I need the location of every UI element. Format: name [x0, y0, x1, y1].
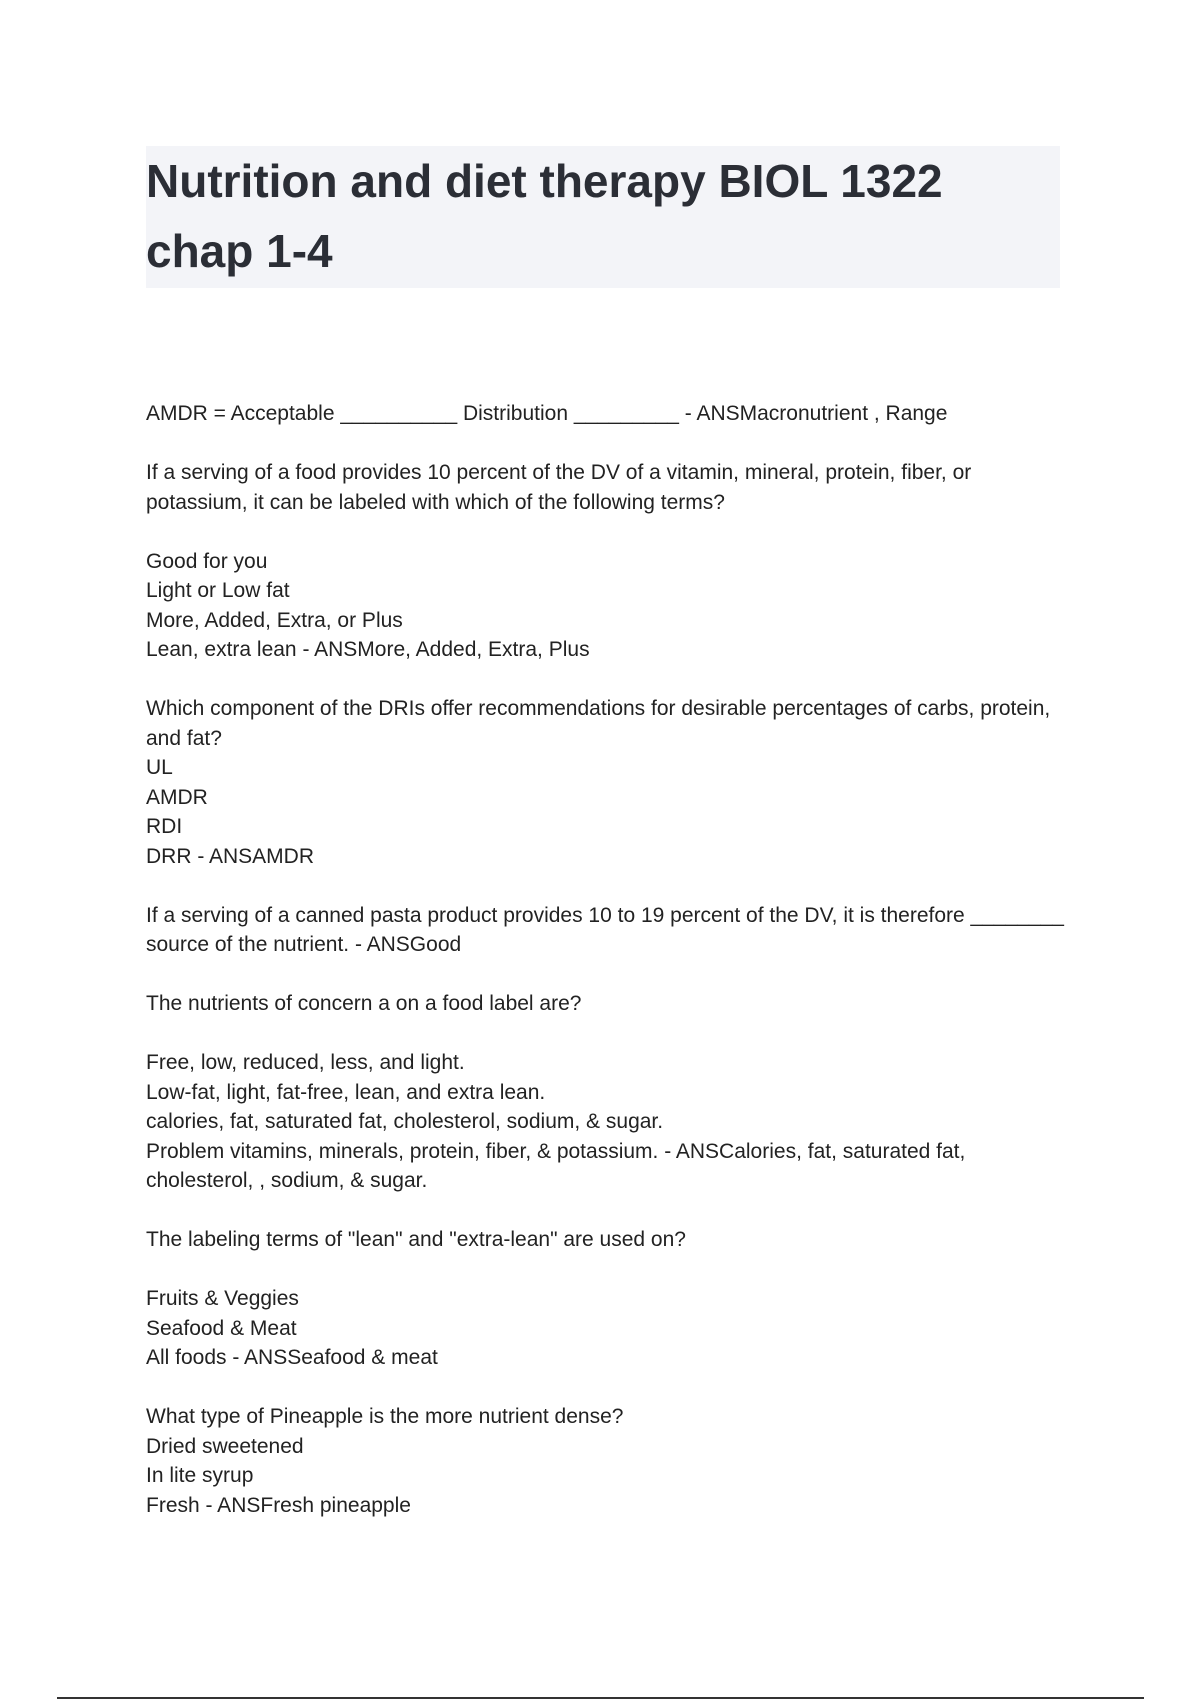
- qa-block: [146, 399, 1066, 429]
- qa-block: [146, 1402, 1066, 1520]
- text-line: If a serving of a canned pasta product provides 10 to 19 percent of the DV, it is therefore ________ source of the nutrient. - ANSGood: [146, 903, 1070, 956]
- text-line: calories, fat, saturated fat, cholesterol, sodium, & sugar.: [146, 1110, 664, 1133]
- text-line: Low-fat, light, fat-free, lean, and extra lean.: [146, 1080, 546, 1104]
- document-title: Nutrition and diet therapy BIOL 1322 chap 1-4: [146, 155, 943, 277]
- text-line: If a serving of a food provides 10 percent of the DV of a vitamin, mineral, protein, fiber, or potassium, it can be labeled with which of the following terms?: [146, 461, 978, 514]
- text-line: In lite syrup: [146, 1464, 254, 1487]
- text-line: Dried sweetened: [146, 1434, 304, 1458]
- qa-block: [146, 1225, 1066, 1255]
- text-line: UL: [146, 756, 173, 779]
- qa-block: [146, 547, 1066, 665]
- qa-block: [146, 694, 1066, 871]
- qa-block: [146, 1284, 1066, 1373]
- text-line: The nutrients of concern a on a food label are?: [146, 992, 582, 1015]
- text-line: AMDR: [146, 785, 208, 809]
- document-body: [146, 399, 1070, 1550]
- text-line: AMDR = Acceptable __________ Distribution _________ - ANSMacronutrient , Range: [146, 402, 948, 425]
- page-bottom-divider: [57, 1697, 1144, 1699]
- text-line: All foods - ANSSeafood & meat: [146, 1346, 438, 1369]
- qa-block: [146, 1048, 1066, 1196]
- text-line: Which component of the DRIs offer recommendations for desirable percentages of carbs, protein, and fat?: [146, 697, 1057, 750]
- qa-block: [146, 901, 1070, 960]
- text-line: Lean, extra lean - ANSMore, Added, Extra, Plus: [146, 638, 590, 661]
- text-line: Fruits & Veggies: [146, 1287, 299, 1310]
- text-line: Seafood & Meat: [146, 1316, 297, 1340]
- text-line: DRR - ANSAMDR: [146, 844, 315, 868]
- text-line: Fresh - ANSFresh pineapple: [146, 1493, 411, 1517]
- text-line: Free, low, reduced, less, and light.: [146, 1051, 465, 1074]
- title-banner: [146, 146, 1060, 288]
- qa-block: [146, 458, 1066, 517]
- text-line: What type of Pineapple is the more nutrient dense?: [146, 1405, 624, 1428]
- text-line: Light or Low fat: [146, 579, 290, 602]
- text-line: More, Added, Extra, or Plus: [146, 608, 403, 632]
- text-line: RDI: [146, 815, 183, 838]
- text-line: Good for you: [146, 549, 268, 573]
- qa-block: [146, 989, 1066, 1019]
- text-line: Problem vitamins, minerals, protein, fiber, & potassium. - ANSCalories, fat, saturated fat, cholesterol, , sodium, & sugar.: [146, 1139, 972, 1192]
- text-line: The labeling terms of "lean" and "extra-lean" are used on?: [146, 1228, 686, 1251]
